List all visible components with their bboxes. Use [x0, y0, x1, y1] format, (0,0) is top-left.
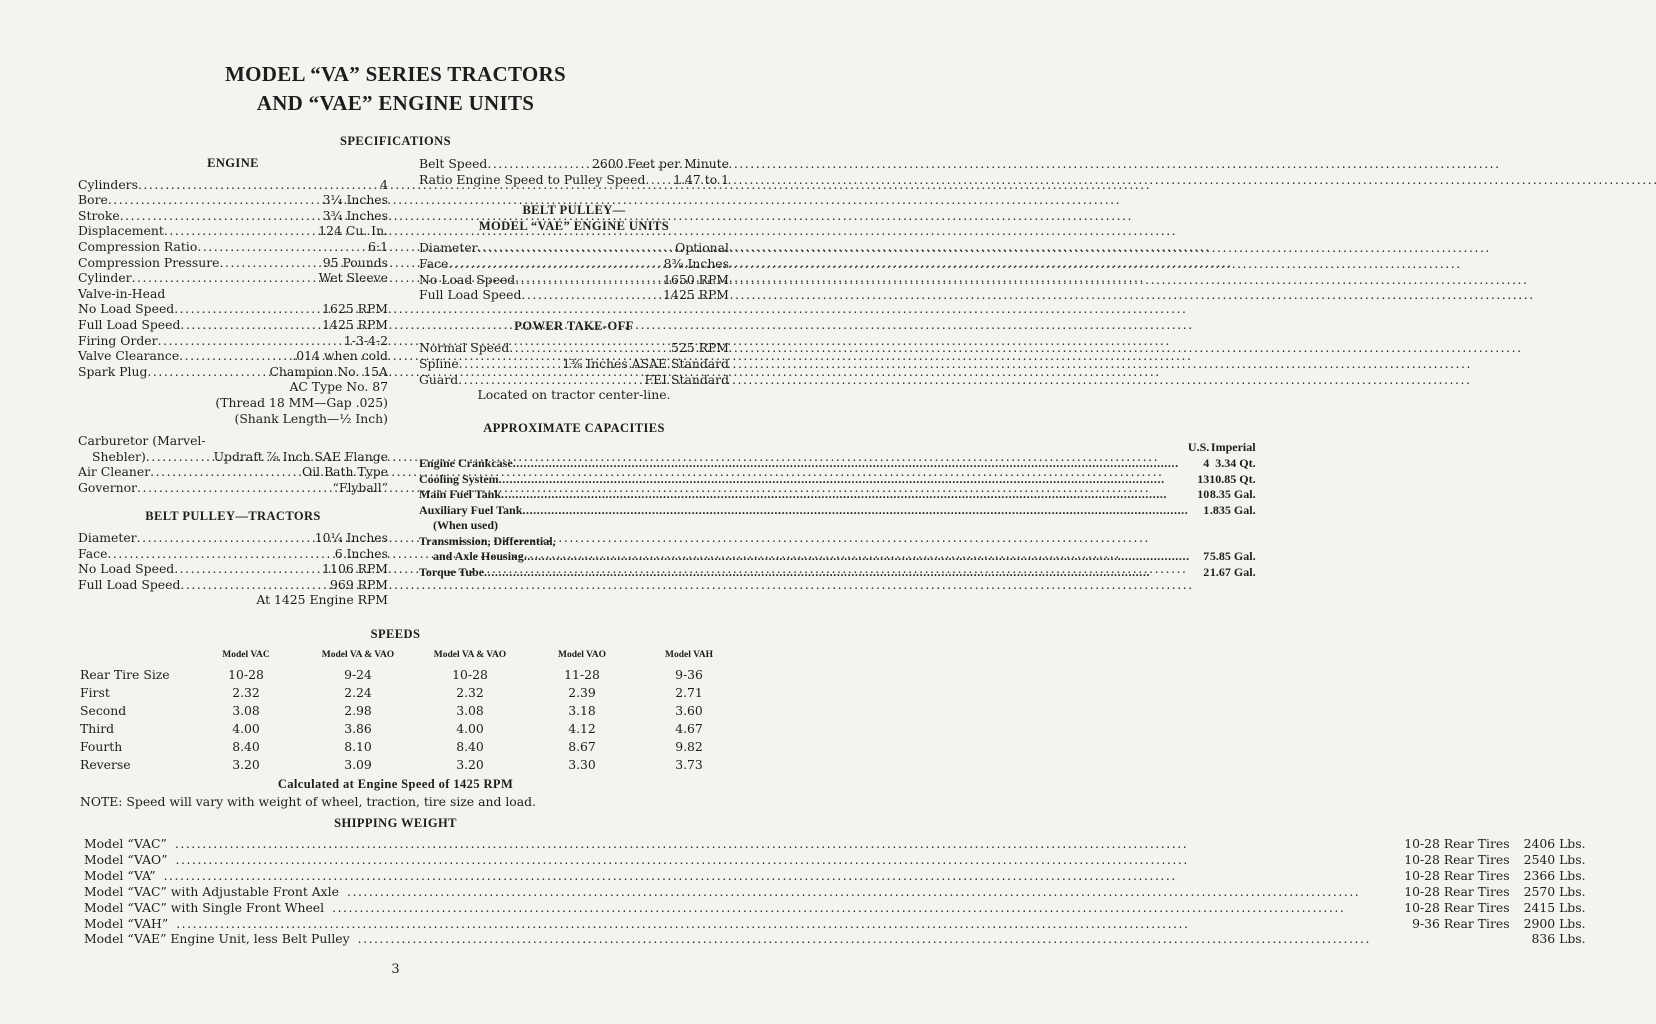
specifications-heading: SPECIFICATIONS — [340, 134, 451, 148]
spec-label: Valve Clearance — [78, 348, 180, 364]
speeds-value: 2.71 — [675, 685, 703, 700]
spec-label: Diameter — [419, 240, 478, 256]
belt-pulley-vae-heading-2: MODEL “VAE” ENGINE UNITS — [478, 218, 670, 233]
spec-value: 1.47 to 1 — [673, 171, 729, 187]
engine-spec-row — [78, 255, 388, 271]
spec-label: Governor — [78, 479, 137, 495]
speeds-value: 8.67 — [568, 739, 596, 754]
title-line-2: AND “VAE” ENGINE UNITS — [256, 91, 535, 115]
speeds-table — [80, 646, 740, 774]
engine-spec-row — [78, 333, 388, 349]
speeds-column-header: Model VAO — [558, 650, 606, 660]
spec-value: 3¼ Inches — [322, 192, 388, 208]
engine-spec-row — [78, 348, 388, 364]
leader-dots — [347, 884, 1368, 900]
capacity-us: 4 — [1203, 455, 1210, 470]
spec-row-carburetor — [78, 449, 388, 465]
speeds-value: 9-36 — [675, 667, 703, 682]
capacity-label: Engine Crankcase — [419, 455, 513, 470]
shipping-weight: 2415 Lbs. — [1523, 899, 1586, 915]
speeds-value: 3.60 — [675, 703, 703, 718]
capacity-row — [419, 487, 1256, 503]
power-take-off-note: Located on tractor center-line. — [477, 387, 671, 403]
belt-speed-row — [419, 172, 729, 188]
speeds-value: 2.32 — [232, 685, 260, 700]
engine-heading: ENGINE — [207, 156, 259, 170]
shipping-tires: 10-28 Rear Tires — [1404, 867, 1510, 883]
shipping-model: Model “VA” — [84, 867, 156, 883]
speeds-column-header: Model VA & VAO — [433, 650, 507, 660]
capacity-us: 10 — [1197, 487, 1210, 502]
spec-label: Cylinders — [78, 176, 138, 192]
shipping-weight: 2570 Lbs. — [1523, 883, 1586, 899]
spec-value: 3¾ Inches — [322, 207, 388, 223]
leader-dots — [137, 530, 315, 546]
leader-dots — [147, 364, 269, 380]
capacity-row — [419, 518, 1256, 534]
leader-dots — [164, 223, 318, 239]
leader-dots — [501, 487, 1188, 503]
spark-plug-shank: (Shank Length—½ Inch) — [234, 410, 388, 426]
spec-label: Face — [78, 545, 108, 561]
leader-dots — [197, 239, 368, 255]
speeds-value: 2.39 — [568, 685, 596, 700]
spec-label: Ratio Engine Speed to Pulley Speed — [419, 171, 646, 187]
spec-value: 8⅜ Inches — [663, 255, 729, 271]
shipping-row — [84, 900, 1586, 916]
shipping-row — [84, 852, 1586, 868]
spec-value: 1106 RPM — [322, 561, 388, 577]
belt-pulley-tractors-row — [78, 561, 388, 577]
capacity-imperial: 10.85 Qt. — [1209, 471, 1256, 486]
leader-dots — [164, 868, 1369, 884]
spec-value: Updraft ⅞ Inch SAE Flange — [213, 448, 388, 464]
spec-label: Full Load Speed — [78, 576, 181, 592]
spec-label: Cylinder — [78, 270, 132, 286]
speeds-row-label: First — [80, 685, 110, 700]
spec-value: 1650 RPM — [663, 271, 729, 287]
carburetor-label: Carburetor (Marvel- — [78, 433, 206, 449]
capacity-us: 13 — [1197, 471, 1210, 486]
spec-value: 525 RPM — [671, 340, 729, 356]
spec-value: 1425 RPM — [322, 316, 388, 332]
shipping-tires: 9-36 Rear Tires — [1412, 915, 1510, 931]
leader-dots — [513, 456, 1188, 472]
capacity-imperial — [1209, 518, 1255, 534]
leader-dots — [175, 836, 1368, 852]
capacity-row — [419, 549, 1256, 565]
shipping-weight-table — [84, 836, 1586, 947]
power-take-off-row — [419, 340, 729, 356]
leader-dots — [179, 348, 292, 364]
capacity-us — [1188, 534, 1209, 550]
capacity-row — [419, 472, 1256, 488]
speeds-value: 10-28 — [228, 667, 264, 682]
speeds-row-label: Fourth — [80, 739, 123, 754]
belt-pulley-tractors-note: At 1425 Engine RPM — [256, 592, 388, 608]
leader-dots — [108, 192, 323, 208]
leader-dots — [107, 546, 334, 562]
speeds-value: 9-24 — [344, 667, 372, 682]
spark-plug-thread: (Thread 18 MM—Gap .025) — [215, 394, 388, 410]
shipping-model: Model “VAH” — [84, 915, 169, 931]
spec-value: 969 RPM — [330, 576, 388, 592]
belt-pulley-vae-row — [419, 287, 729, 303]
spec-value: 6 Inches — [334, 545, 388, 561]
capacity-imperial: 5.85 Gal. — [1209, 549, 1256, 564]
leader-dots — [150, 464, 302, 480]
spec-value: 4 — [380, 176, 388, 192]
spec-label: No Load Speed — [419, 271, 516, 287]
spec-value: “Flyball” — [332, 479, 388, 495]
shipping-row — [84, 868, 1586, 884]
shipping-model: Model “VAC” — [84, 836, 167, 851]
engine-spec-row — [78, 480, 388, 496]
right-column — [419, 156, 1256, 581]
leader-dots — [176, 852, 1369, 868]
page-number: 3 — [391, 962, 400, 977]
leader-dots — [521, 287, 663, 303]
speeds-value: 3.18 — [568, 703, 596, 718]
leader-dots — [176, 916, 1368, 932]
speeds-value: 3.20 — [232, 757, 260, 772]
spec-label: Stroke — [78, 207, 120, 223]
speeds-value: 3.08 — [456, 703, 484, 718]
engine-spec-row — [78, 177, 388, 193]
capacity-imperial: .835 Gal. — [1209, 502, 1256, 517]
speeds-value: 2.32 — [456, 685, 484, 700]
speeds-row-label: Second — [80, 703, 127, 718]
capacity-label: Main Fuel Tank — [419, 487, 502, 502]
speeds-row-label: Third — [80, 721, 115, 736]
title-line-1: MODEL “VA” SERIES TRACTORS — [225, 62, 566, 86]
shipping-weight: 2406 Lbs. — [1523, 836, 1586, 851]
engine-spec-row — [78, 464, 388, 480]
speeds-value: 11-28 — [564, 667, 600, 682]
power-take-off-row — [419, 356, 729, 372]
speeds-value: 3.30 — [568, 757, 596, 772]
spec-label: Shebler) — [92, 448, 146, 464]
speeds-value: 4.00 — [456, 721, 484, 736]
spec-value: Optional — [675, 240, 729, 256]
leader-dots — [487, 156, 592, 172]
leader-dots — [174, 561, 322, 577]
spec-label: Bore — [78, 192, 108, 208]
speeds-value: 10-28 — [452, 667, 488, 682]
speeds-value: 9.82 — [675, 739, 703, 754]
engine-spec-row — [78, 192, 388, 208]
speeds-value: 3.09 — [344, 757, 372, 772]
speeds-value: 2.98 — [344, 703, 372, 718]
leader-dots — [515, 272, 663, 288]
leader-dots — [522, 503, 1188, 519]
belt-pulley-vae-row — [419, 272, 729, 288]
shipping-row — [84, 916, 1586, 932]
leader-dots — [332, 900, 1368, 916]
speeds-column-header: Model VA & VAO — [321, 650, 395, 660]
spec-value: 6:1 — [368, 238, 388, 254]
power-take-off-row — [419, 372, 729, 388]
capacity-us: 1 — [1203, 502, 1210, 517]
shipping-weight: 2540 Lbs. — [1523, 851, 1586, 867]
speeds-value: 8.40 — [232, 739, 260, 754]
spec-label: Full Load Speed — [78, 316, 181, 332]
valve-in-head: Valve-in-Head — [78, 285, 166, 301]
shipping-row — [84, 836, 1586, 852]
leader-dots — [499, 472, 1188, 488]
shipping-model: Model “VAE” Engine Unit, less Belt Pulley — [84, 931, 350, 947]
engine-spec-row — [78, 301, 388, 317]
shipping-model: Model “VAC” with Adjustable Front Axle — [84, 883, 339, 899]
leader-dots — [524, 549, 1188, 565]
capacity-imperial: 3.34 Qt. — [1215, 455, 1256, 470]
speeds-heading: SPEEDS — [370, 627, 421, 641]
spec-label: Full Load Speed — [419, 287, 522, 303]
engine-spec-row — [78, 364, 388, 380]
engine-spec-row — [78, 208, 388, 224]
capacity-us: 2 — [1203, 565, 1210, 580]
engine-spec-row — [78, 317, 388, 333]
speeds-row — [80, 756, 740, 774]
speeds-value: 8.40 — [456, 739, 484, 754]
spec-label: No Load Speed — [78, 301, 175, 317]
spec-label: Diameter — [78, 530, 137, 546]
shipping-weight: 2900 Lbs. — [1523, 915, 1586, 931]
engine-spec-row — [78, 223, 388, 239]
spec-label: Normal Speed — [419, 340, 510, 356]
spec-label: Spline — [419, 355, 459, 371]
spark-plug-ac: AC Type No. 87 — [289, 379, 388, 395]
leader-dots — [132, 270, 319, 286]
capacities-col-us: U.S. — [1187, 440, 1210, 455]
capacity-imperial — [1209, 534, 1255, 550]
capacity-row — [419, 534, 1256, 550]
capacity-imperial: 1.67 Gal. — [1209, 565, 1256, 580]
spec-value: Oil Bath Type — [302, 464, 388, 480]
spec-value: .014 when cold — [292, 348, 388, 364]
belt-pulley-vae-row — [419, 240, 729, 256]
spec-value: 1425 RPM — [663, 287, 729, 303]
left-column — [78, 156, 388, 608]
speeds-value: 3.86 — [344, 721, 372, 736]
speeds-value: 2.24 — [344, 685, 372, 700]
spec-value: FEI Standard — [644, 371, 729, 387]
shipping-model: Model “VAC” with Single Front Wheel — [84, 899, 325, 915]
shipping-weight: 836 Lbs. — [1531, 931, 1586, 947]
document-title — [0, 60, 791, 118]
spec-value: 1⅜ Inches ASAE Standard — [562, 355, 729, 371]
speeds-value: 4.67 — [675, 721, 703, 736]
capacities-heading: APPROXIMATE CAPACITIES — [483, 420, 665, 435]
spec-label: Belt Speed — [419, 156, 488, 171]
capacities-table — [419, 440, 1256, 580]
leader-dots — [138, 177, 380, 193]
spec-label: Air Cleaner — [78, 464, 151, 480]
speeds-column-header: Model VAH — [665, 650, 713, 660]
belt-pulley-vae-row — [419, 256, 729, 272]
speeds-row — [80, 666, 740, 684]
belt-pulley-tractors-heading: BELT PULLEY—TRACTORS — [145, 509, 321, 524]
calculated-note: Calculated at Engine Speed of 1425 RPM — [277, 777, 514, 791]
speeds-row — [80, 738, 740, 756]
engine-spec-row — [78, 239, 388, 255]
spec-value: Champion No. 15A — [269, 363, 388, 379]
shipping-weight-heading: SHIPPING WEIGHT — [334, 816, 457, 830]
spec-value: 95 Pounds — [322, 254, 388, 270]
power-take-off-heading: POWER TAKE-OFF — [514, 318, 634, 333]
leader-dots — [174, 301, 322, 317]
capacity-us — [1188, 518, 1209, 534]
capacity-label: and Axle Housing — [433, 549, 524, 564]
spec-value: 1-3-4-2 — [343, 332, 388, 348]
shipping-tires: 10-28 Rear Tires — [1404, 836, 1510, 851]
spec-label: Guard — [419, 371, 459, 387]
speeds-row — [80, 720, 740, 738]
leader-dots — [478, 240, 676, 256]
shipping-tires: 10-28 Rear Tires — [1404, 851, 1510, 867]
leader-dots — [509, 340, 671, 356]
spec-label: Compression Pressure — [78, 254, 220, 270]
leader-dots — [645, 172, 673, 188]
shipping-row — [84, 931, 1586, 947]
engine-spec-row — [78, 270, 388, 286]
shipping-model: Model “VAO” — [84, 851, 168, 867]
speeds-row — [80, 702, 740, 720]
spec-label: Firing Order — [78, 332, 158, 348]
shipping-tires: 10-28 Rear Tires — [1404, 883, 1510, 899]
leader-dots — [158, 333, 344, 349]
leader-dots — [484, 565, 1188, 581]
spec-value: 124 Cu. In. — [318, 223, 388, 239]
capacity-label: Transmission, Differential, — [419, 533, 556, 548]
leader-dots — [219, 255, 322, 271]
speeds-value: 3.73 — [675, 757, 703, 772]
capacity-us: 7 — [1203, 549, 1210, 564]
spec-value: 1625 RPM — [322, 301, 388, 317]
leader-dots — [459, 356, 563, 372]
spec-value: 2600 Feet per Minute — [591, 156, 729, 171]
speeds-row-label: Rear Tire Size — [80, 667, 170, 682]
spec-value: 10¼ Inches — [314, 530, 388, 546]
belt-pulley-tractors-row — [78, 546, 388, 562]
speeds-value: 3.08 — [232, 703, 260, 718]
speeds-column-header: Model VAC — [222, 650, 270, 660]
leader-dots — [180, 317, 322, 333]
leader-dots — [146, 449, 214, 465]
shipping-row — [84, 884, 1586, 900]
capacity-row — [419, 565, 1256, 581]
leader-dots — [358, 931, 1369, 947]
speeds-value: 8.10 — [344, 739, 372, 754]
spec-label: Face — [419, 255, 449, 271]
spec-value: Wet Sleeve — [318, 270, 388, 286]
leader-dots — [120, 208, 323, 224]
spec-label: Compression Ratio — [78, 238, 198, 254]
capacity-label: Torque Tube — [419, 565, 485, 580]
leader-dots — [180, 577, 330, 593]
leader-dots — [448, 256, 663, 272]
capacity-imperial: 8.35 Gal. — [1209, 487, 1256, 502]
spec-label: No Load Speed — [78, 561, 175, 577]
belt-pulley-tractors-row — [78, 577, 388, 593]
speeds-value: 3.20 — [456, 757, 484, 772]
shipping-tires: 10-28 Rear Tires — [1404, 899, 1510, 915]
capacities-col-imperial: Imperial — [1210, 440, 1256, 455]
capacity-label: Auxiliary Fuel Tank — [419, 502, 523, 517]
belt-speed-row — [419, 156, 729, 172]
speeds-value: 4.12 — [568, 721, 596, 736]
speed-note: NOTE: Speed will vary with weight of wheel, traction, tire size and load. — [80, 794, 536, 809]
capacity-label: (When used) — [433, 518, 499, 533]
belt-pulley-vae-heading-1: BELT PULLEY— — [522, 203, 626, 218]
spec-label: Displacement — [78, 223, 164, 239]
shipping-weight: 2366 Lbs. — [1523, 867, 1586, 883]
capacity-label: Cooling System — [419, 471, 499, 486]
shipping-tires — [1404, 931, 1523, 947]
leader-dots — [458, 372, 644, 388]
capacity-row — [419, 503, 1256, 519]
speeds-row — [80, 684, 740, 702]
leader-dots — [137, 480, 333, 496]
speeds-value: 4.00 — [232, 721, 260, 736]
spec-label: Spark Plug — [78, 363, 148, 379]
belt-pulley-tractors-row — [78, 530, 388, 546]
capacity-row — [419, 456, 1256, 472]
speeds-row-label: Reverse — [80, 757, 131, 772]
